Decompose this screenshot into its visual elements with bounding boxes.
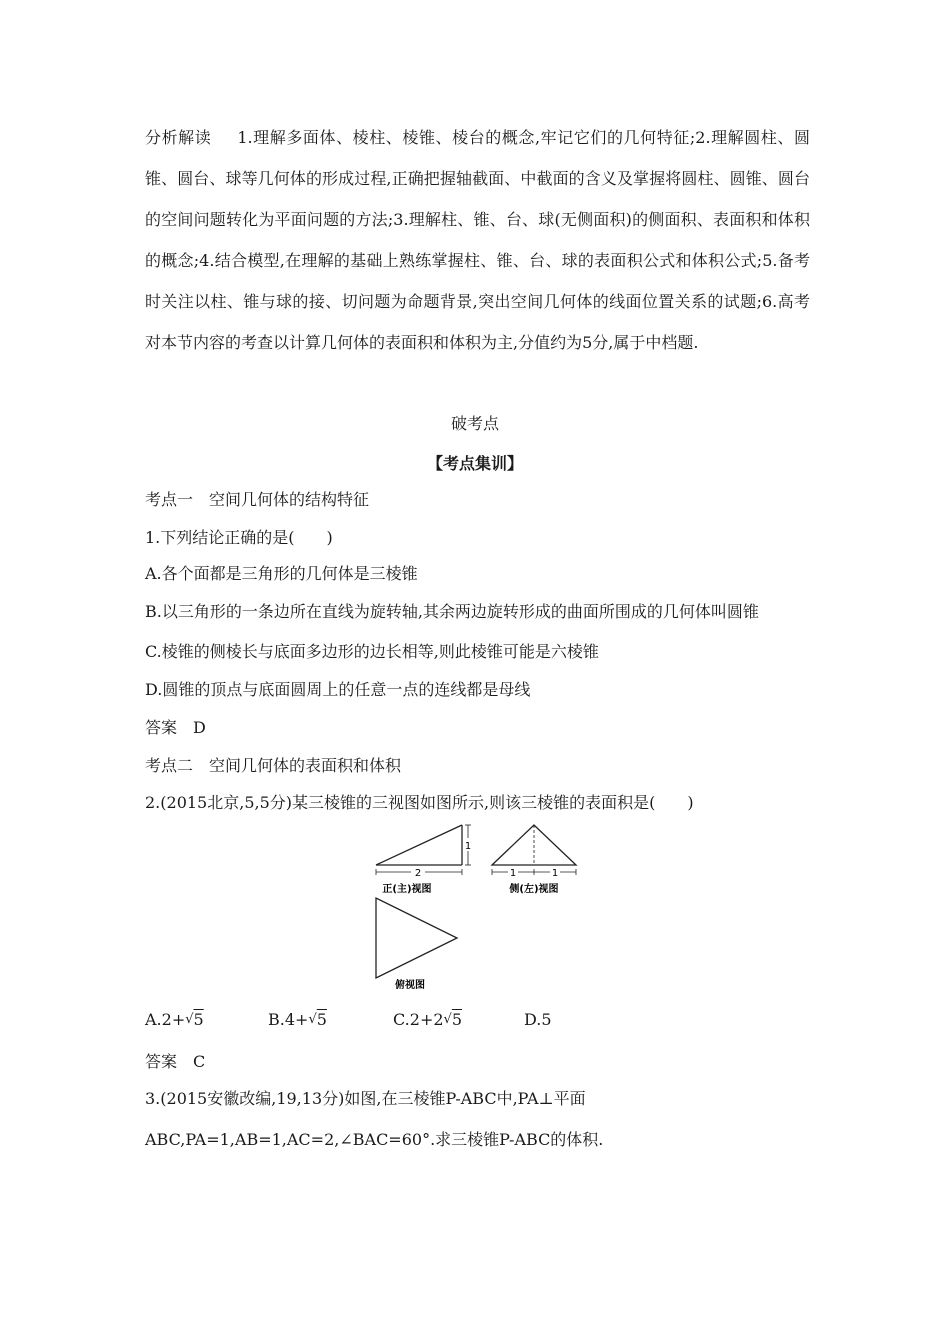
front-view [376,825,473,895]
q2-option-b [268,1010,327,1029]
front-width-dim: 2 [414,868,422,879]
analysis-paragraph [145,117,810,363]
sqrt-icon: √ [185,1012,194,1027]
side-view-label: 侧(左)视图 [509,884,559,895]
q1-option-c: C.棱锥的侧棱长与底面多边形的边长相等,则此棱锥可能是六棱锥 [145,642,599,661]
q2-option-c-radicand: 5 [451,1010,463,1029]
analysis-label: 分析解读 [145,128,212,147]
q2-option-a-radicand: 5 [193,1010,204,1029]
q2-option-c-prefix: C.2+2 [393,1010,444,1029]
top-view [376,898,457,991]
q2-option-a-prefix: A.2+ [145,1010,186,1029]
sqrt-icon: √ [443,1012,452,1027]
q2-option-b-radicand: 5 [316,1010,327,1029]
section-title: 破考点 [450,414,499,433]
three-view-figure [365,820,590,992]
front-view-label: 正(主)视图 [382,884,432,895]
q1-option-d: D.圆锥的顶点与底面圆周上的任意一点的连线都是母线 [145,680,531,699]
q3-stem-line1: 3.(2015安徽改编,19,13分)如图,在三棱锥P-ABC中,PA⊥平面 [145,1089,586,1108]
subsection-title: 【考点集训】 [426,454,523,473]
q3-stem-line2: ABC,PA=1,AB=1,AC=2,∠BAC=60°.求三棱锥P-ABC的体积. [145,1130,604,1149]
sqrt-icon: √ [308,1012,317,1027]
q2-answer: 答案 C [145,1052,206,1071]
analysis-text: 1.理解多面体、棱柱、棱锥、棱台的概念,牢记它们的几何特征;2.理解圆柱、圆锥、圆台、球等几何体的形成过程,正确把握轴截面、中截面的含义及掌握将圆柱、圆锥、圆台的空间问题转化为平面问题的方法;3.理解柱、锥、台、球(无侧面积)的侧面积、表面积和体积的概念;4.结合模型,在理解的基础上熟练掌握柱、锥、台、球的表面积公式和体积公式;5.备考时关注以柱、锥与球的接、切问题为命题背景,突出空间几何体的线面位置关系的试题;6.高考对本节内容的考查以计算几何体的表面积和体积为主,分值约为5分,属于中档题. [145,128,810,352]
point1-heading: 考点一 空间几何体的结构特征 [145,490,370,509]
q2-option-d: D.5 [524,1010,552,1029]
q2-option-c [393,1010,462,1029]
q1-option-b: B.以三角形的一条边所在直线为旋转轴,其余两边旋转形成的曲面所围成的几何体叫圆锥 [145,602,759,621]
q1-stem: 1.下列结论正确的是( ) [145,528,333,547]
q2-stem: 2.(2015北京,5,5分)某三棱锥的三视图如图所示,则该三棱锥的表面积是( ) [145,793,694,812]
q2-option-a [145,1010,204,1029]
q1-option-a: A.各个面都是三角形的几何体是三棱锥 [145,564,418,583]
front-height-dim: 1 [464,841,472,852]
q2-option-b-prefix: B.4+ [268,1010,309,1029]
q2-options [145,1010,845,1034]
side-right-dim: 1 [551,868,559,879]
top-view-label: 俯视图 [395,980,425,991]
side-left-dim: 1 [509,868,517,879]
point2-heading: 考点二 空间几何体的表面积和体积 [145,756,402,775]
q1-answer: 答案 D [145,718,206,737]
side-view [492,825,576,895]
